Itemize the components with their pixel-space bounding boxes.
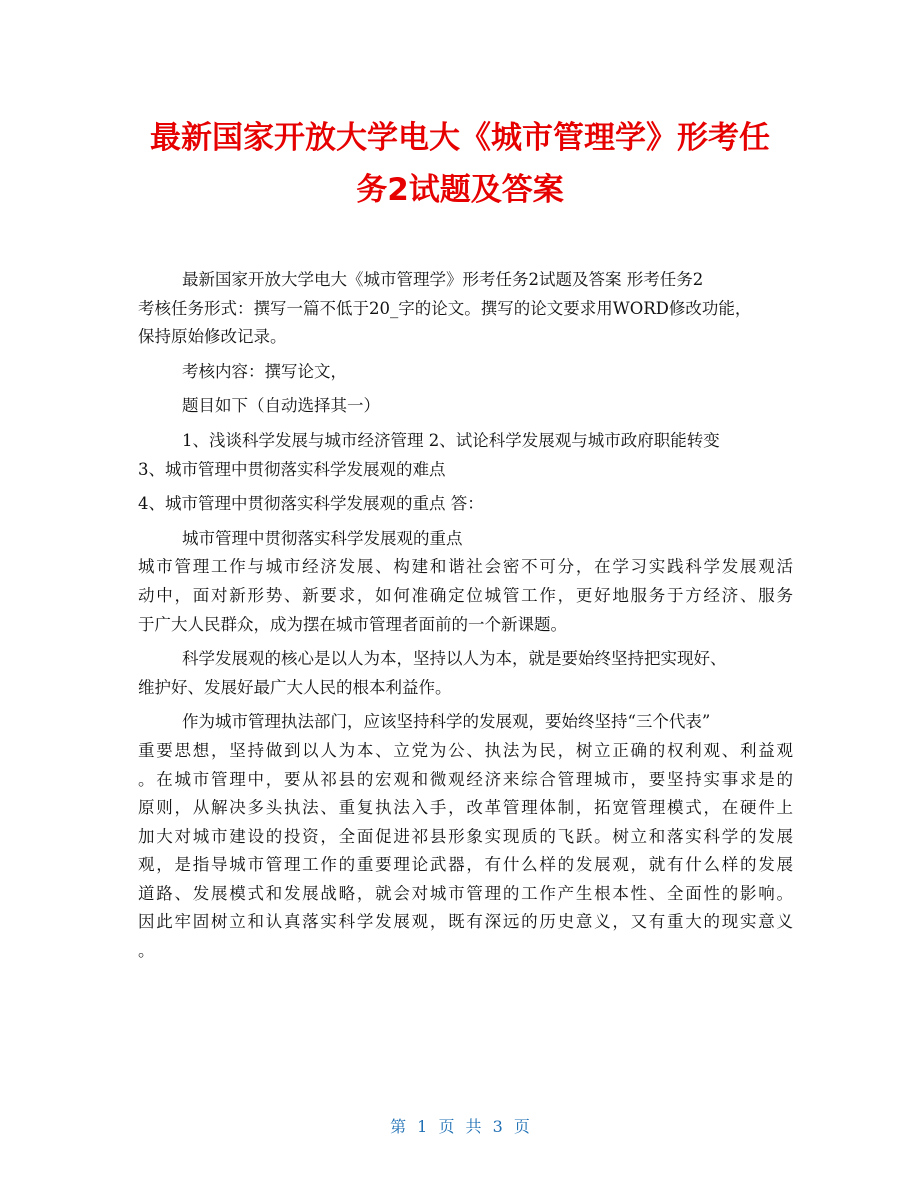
title-line-1: 最新国家开放大学电大《城市管理学》形考任 [150, 120, 770, 156]
topic-4: 4、城市管理中贯彻落实科学发展观的重点 答： [138, 494, 484, 514]
title-line-2: 务2试题及答案 [356, 172, 564, 208]
paragraph-3-line-3: 。在城市管理中，要从祁县的宏观和微观经济来综合管理城市，要坚持实事求是的 [138, 769, 793, 789]
paragraph-1-line-1: 城市管理工作与城市经济发展、构建和谐社会密不可分，在学习实践科学发展观活 [138, 557, 793, 577]
paragraph-3-line-1: 作为城市管理执法部门，应该坚持科学的发展观，要始终坚持“三个代表” [182, 712, 711, 732]
paragraph-3-line-2: 重要思想，坚持做到以人为本、立党为公、执法为民，树立正确的权利观、利益观 [138, 740, 793, 760]
paragraph-3-line-4: 原则，从解决多头执法、重复执法入手，改革管理体制，拓宽管理模式，在硬件上 [138, 798, 793, 818]
paragraph-3-line-7: 道路、发展模式和发展战略，就会对城市管理的工作产生根本性、全面性的影响。 [138, 883, 793, 903]
paragraph-3-line-5: 加大对城市建设的投资，全面促进祁县形象实现质的飞跃。树立和落实科学的发展 [138, 826, 793, 846]
essay-title: 城市管理中贯彻落实科学发展观的重点 [182, 528, 463, 548]
paragraph-3-line-9: 。 [138, 941, 155, 961]
task-form-line-cont: 保持原始修改记录。 [138, 327, 287, 347]
task-form-line: 考核任务形式：撰写一篇不低于20_字的论文。撰写的论文要求用WORD修改功能， [138, 298, 752, 318]
topic-3: 3、城市管理中贯彻落实科学发展观的难点 [138, 459, 446, 479]
document-body [138, 266, 793, 966]
paragraph-1-line-2: 动中，面对新形势、新要求，如何准确定位城管工作，更好地服务于方经济、服务 [138, 585, 793, 605]
paragraph-1-line-3: 于广大人民群众，成为摆在城市管理者面前的一个新课题。 [138, 614, 567, 634]
intro-line: 最新国家开放大学电大《城市管理学》形考任务2试题及答案 形考任务2 [182, 270, 704, 289]
paragraph-2-line-1: 科学发展观的核心是以人为本，坚持以人为本，就是要始终坚持把实现好、 [182, 649, 727, 669]
topic-1-2: 1、浅谈科学发展与城市经济管理 2、试论科学发展观与城市政府职能转变 [182, 430, 720, 450]
document-title [120, 112, 800, 216]
topics-heading: 题目如下（自动选择其一） [182, 396, 380, 416]
content-line: 考核内容：撰写论文， [182, 361, 347, 381]
paragraph-3-line-8: 因此牢固树立和认真落实科学发展观，既有深远的历史意义，又有重大的现实意义 [138, 912, 793, 932]
paragraph-3-line-6: 观，是指导城市管理工作的重要理论武器，有什么样的发展观，就有什么样的发展 [138, 855, 793, 875]
page-number-footer: 第 1 页 共 3 页 [390, 1117, 530, 1136]
paragraph-2-line-2: 维护好、发展好最广大人民的根本利益作。 [138, 677, 452, 697]
